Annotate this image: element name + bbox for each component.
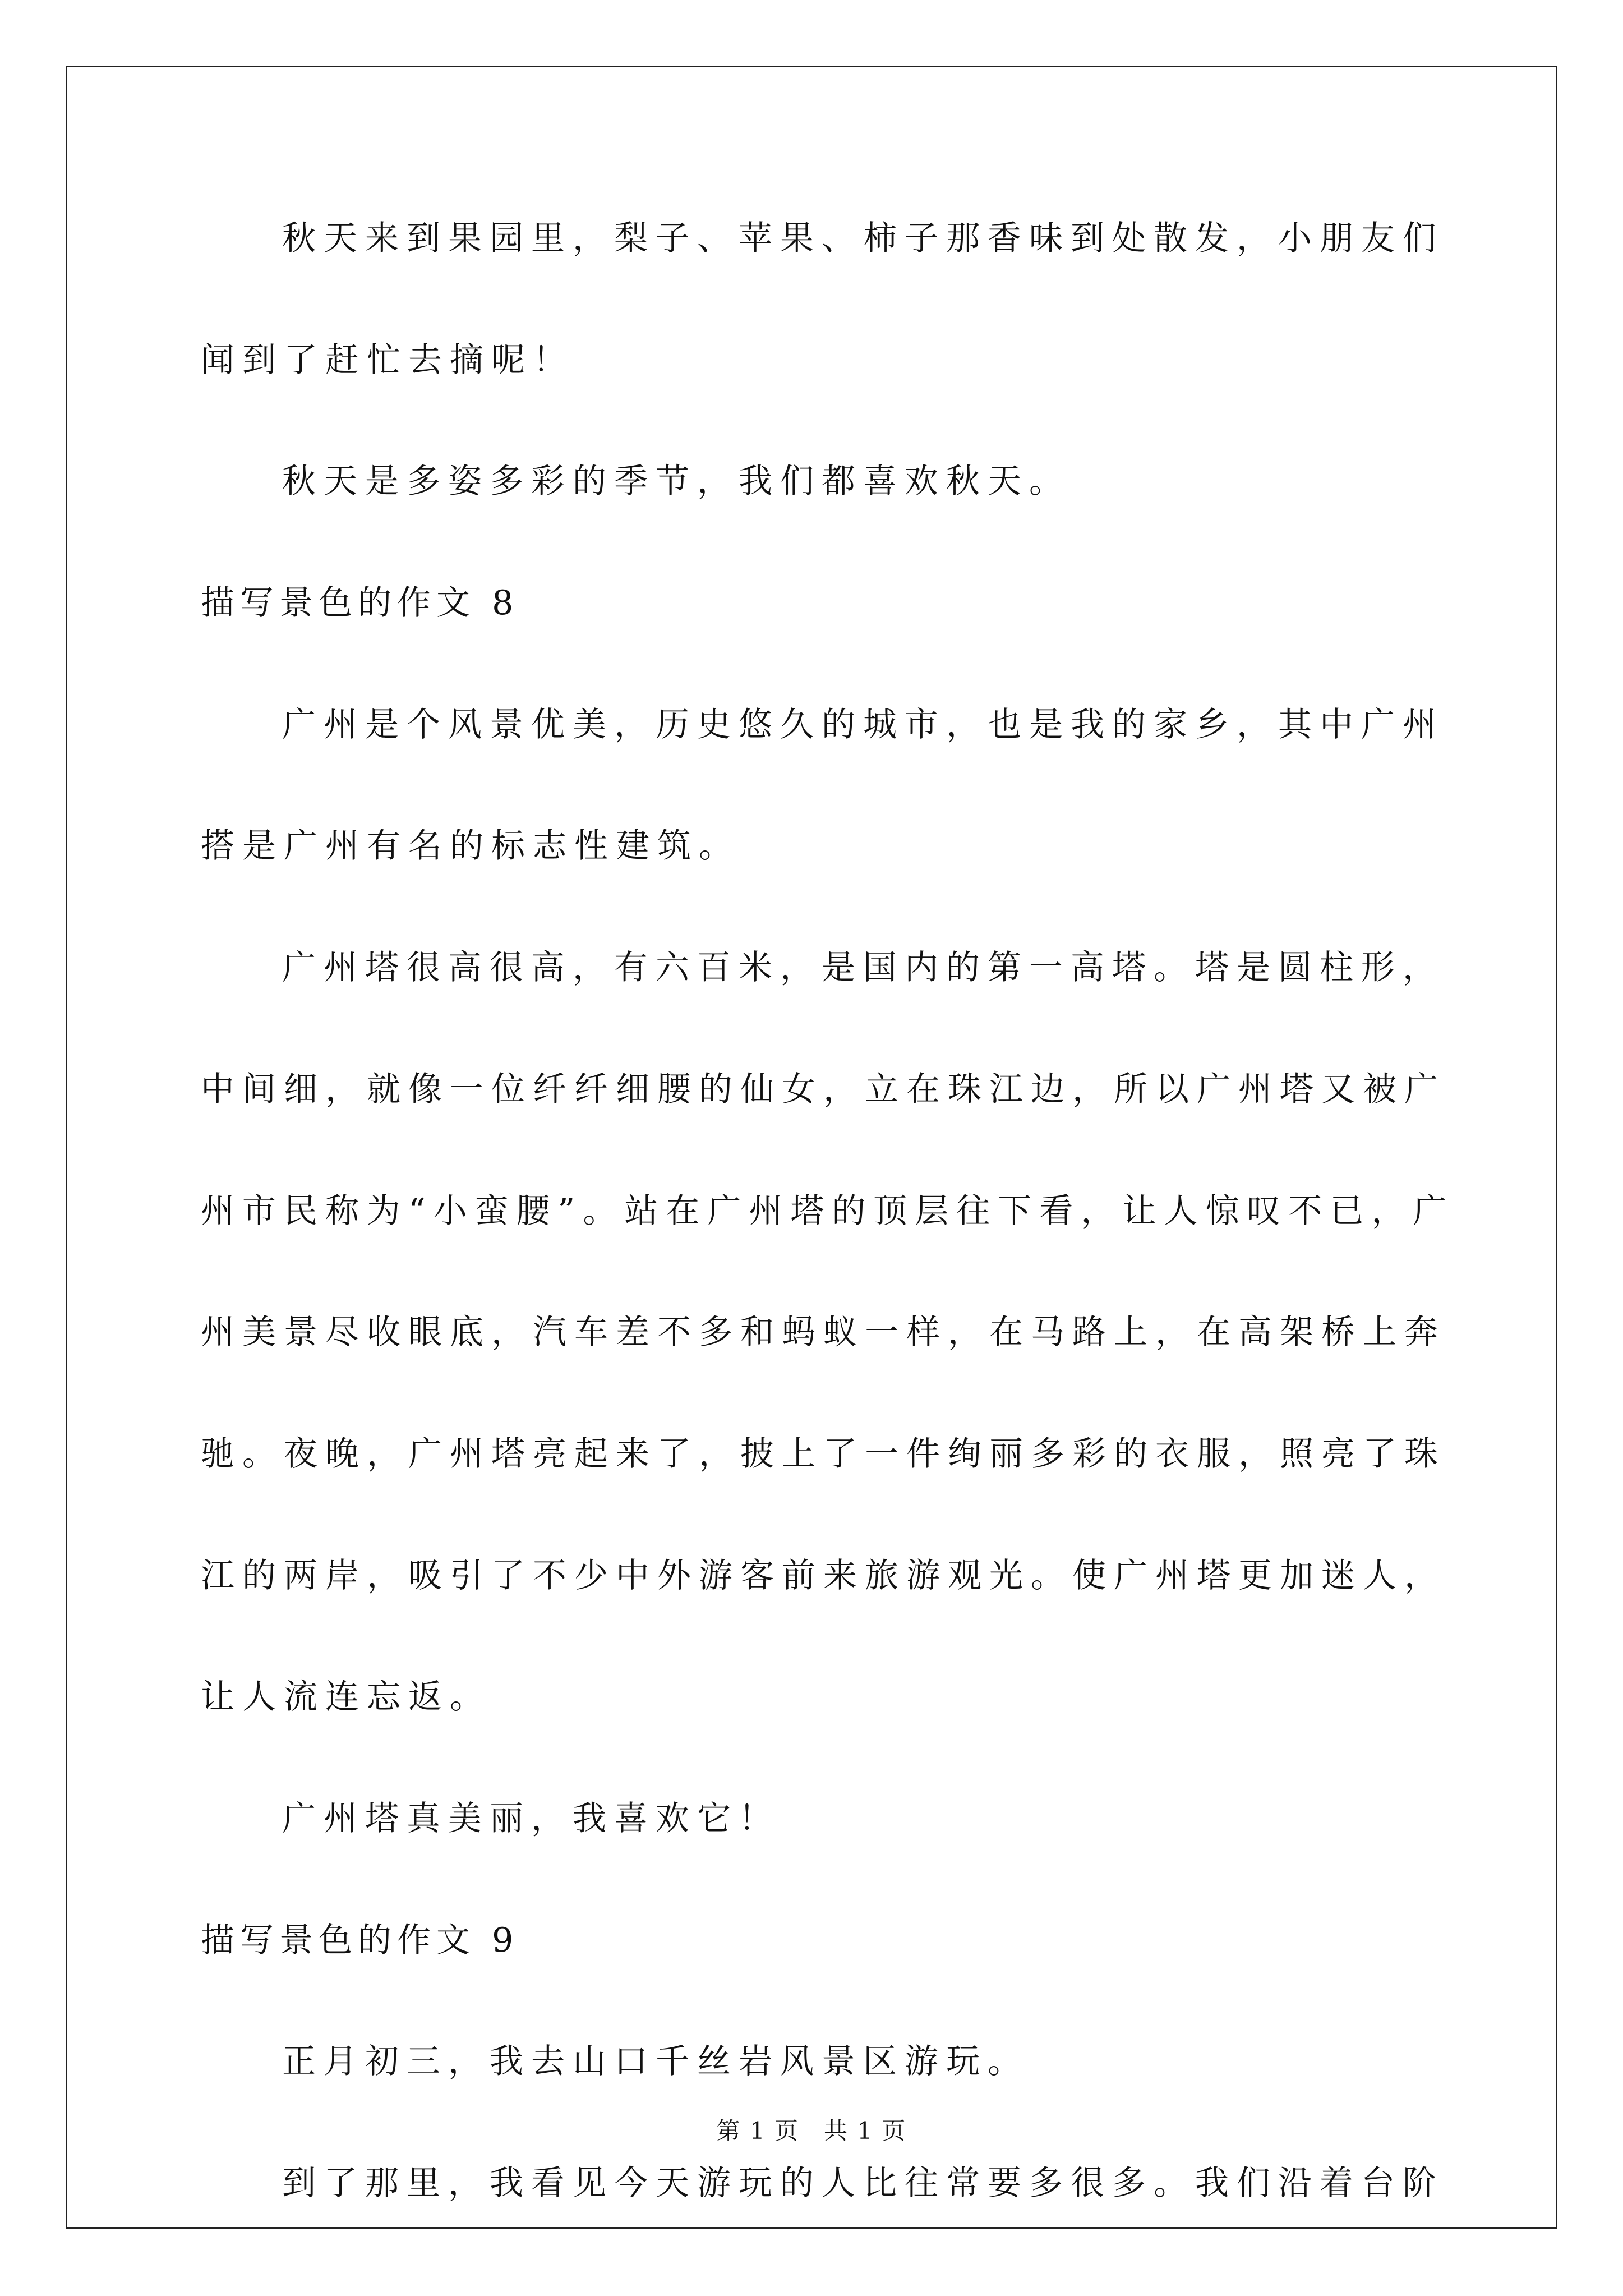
text-line-1: 秋天来到果园里，梨子、苹果、柿子那香味到处散发，小朋友们 [282, 219, 1444, 258]
text-line-11: 驰。夜晚，广州塔亮起来了，披上了一件绚丽多彩的衣服，照亮了珠 [201, 1434, 1446, 1474]
document-body [201, 219, 1455, 2288]
section-heading-9: 描写景色的作文 9 [201, 1920, 519, 1960]
text-line-13: 让人流连忘返。 [201, 1677, 491, 1717]
section-heading-8: 描写景色的作文 8 [201, 583, 519, 623]
text-line-2: 闻到了赶忙去摘呢！ [201, 340, 574, 380]
text-line-3: 秋天是多姿多彩的季节，我们都喜欢秋天。 [282, 462, 1071, 501]
text-line-5: 广州是个风景优美，历史悠久的城市，也是我的家乡，其中广州 [282, 705, 1444, 744]
text-line-16: 正月初三，我去山口千丝岩风景区游玩。 [282, 2042, 1029, 2082]
text-line-14: 广州塔真美丽，我喜欢它！ [282, 1798, 780, 1838]
text-line-9: 州市民称为“小蛮腰”。站在广州塔的顶层往下看，让人惊叹不已，广 [201, 1191, 1455, 1231]
text-line-7: 广州塔很高很高，有六百米，是国内的第一高塔。塔是圆柱形， [282, 948, 1444, 988]
text-line-6: 搭是广州有名的标志性建筑。 [201, 826, 740, 866]
page-footer: 第 1 页 共 1 页 [716, 2117, 907, 2145]
text-line-8: 中间细，就像一位纤纤细腰的仙女，立在珠江边，所以广州塔又被广 [201, 1069, 1446, 1109]
text-line-17: 到了那里，我看见今天游玩的人比往常要多很多。我们沿着台阶 [282, 2164, 1444, 2203]
text-line-12: 江的两岸，吸引了不少中外游客前来旅游观光。使广州塔更加迷人， [201, 1556, 1446, 1595]
text-line-10: 州美景尽收眼底，汽车差不多和蚂蚁一样，在马路上，在高架桥上奔 [201, 1313, 1446, 1352]
